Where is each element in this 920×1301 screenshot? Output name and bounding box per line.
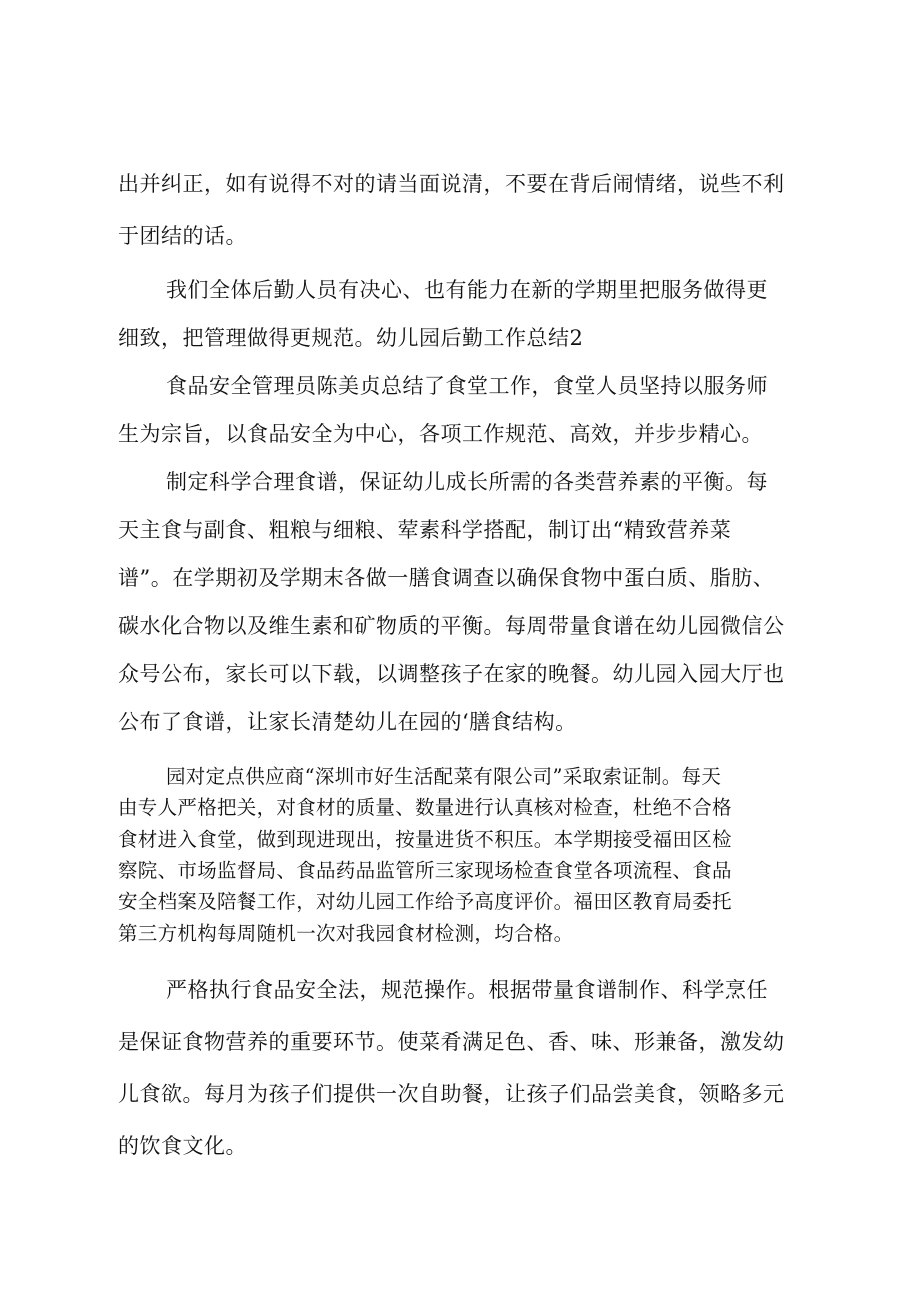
text-line: 于团结的话。 xyxy=(118,224,247,248)
text-line: 碳水化合物以及维生素和矿物质的平衡。每周带量食谱在幼儿园微信公 xyxy=(118,614,785,638)
text-line: 我们全体后勤人员有决心、也有能力在新的学期里把服务做得更 xyxy=(166,278,768,302)
text-line: 是保证食物营养的重要环节。使菜肴满足色、香、味、形兼备，激发幼 xyxy=(118,1030,785,1054)
text-line: 儿食欲。每月为孩子们提供一次自助餐，让孩子们品尝美食，领略多元 xyxy=(118,1082,785,1106)
text-line: 园对定点供应商“深圳市好生活配菜有限公司”采取索证制。每天 xyxy=(166,765,722,788)
text-line: 出并纠正，如有说得不对的请当面说清，不要在背后闹情绪，说些不利 xyxy=(118,172,785,196)
text-line: 生为宗旨，以食品安全为中心，各项工作规范、高效，并步步精心。 xyxy=(118,422,763,446)
text-line: 察院、市场监督局、食品药品监管所三家现场检查食堂各项流程、食品 xyxy=(118,859,732,882)
text-line: 谱”。在学期初及学期末各做一膳食调查以确保食物中蛋白质、脂肪、 xyxy=(118,566,775,590)
text-line: 的饮食文化。 xyxy=(118,1134,247,1158)
text-line: 制定科学合理食谱，保证幼儿成长所需的各类营养素的平衡。每 xyxy=(166,470,768,494)
text-line: 细致，把管理做得更规范。幼儿园后勤工作总结2 xyxy=(118,326,584,350)
text-line: 公布了食谱，让家长清楚幼儿在园的‘膳食结构。 xyxy=(118,710,577,734)
text-line: 第三方机构每周随机一次对我园食材检测，均合格。 xyxy=(118,922,574,945)
text-line: 食材进入食堂，做到现进现出，按量进货不积压。本学期接受福田区检 xyxy=(118,828,732,851)
text-line: 由专人严格把关，对食材的质量、数量进行认真核对检查，杜绝不合格 xyxy=(118,796,732,819)
text-line: 严格执行食品安全法，规范操作。根据带量食谱制作、科学烹任 xyxy=(166,978,768,1002)
text-line: 食品安全管理员陈美贞总结了食堂工作，食堂人员坚持以服务师 xyxy=(166,374,768,398)
text-line: 天主食与副食、粗粮与细粮、荤素科学搭配，制订出“精致营养菜 xyxy=(118,518,732,542)
text-line: 安全档案及陪餐工作，对幼儿园工作给予高度评价。福田区教育局委托 xyxy=(118,890,732,913)
text-line: 众号公布，家长可以下载，以调整孩子在家的晚餐。幼儿园入园大厅也 xyxy=(118,662,785,686)
